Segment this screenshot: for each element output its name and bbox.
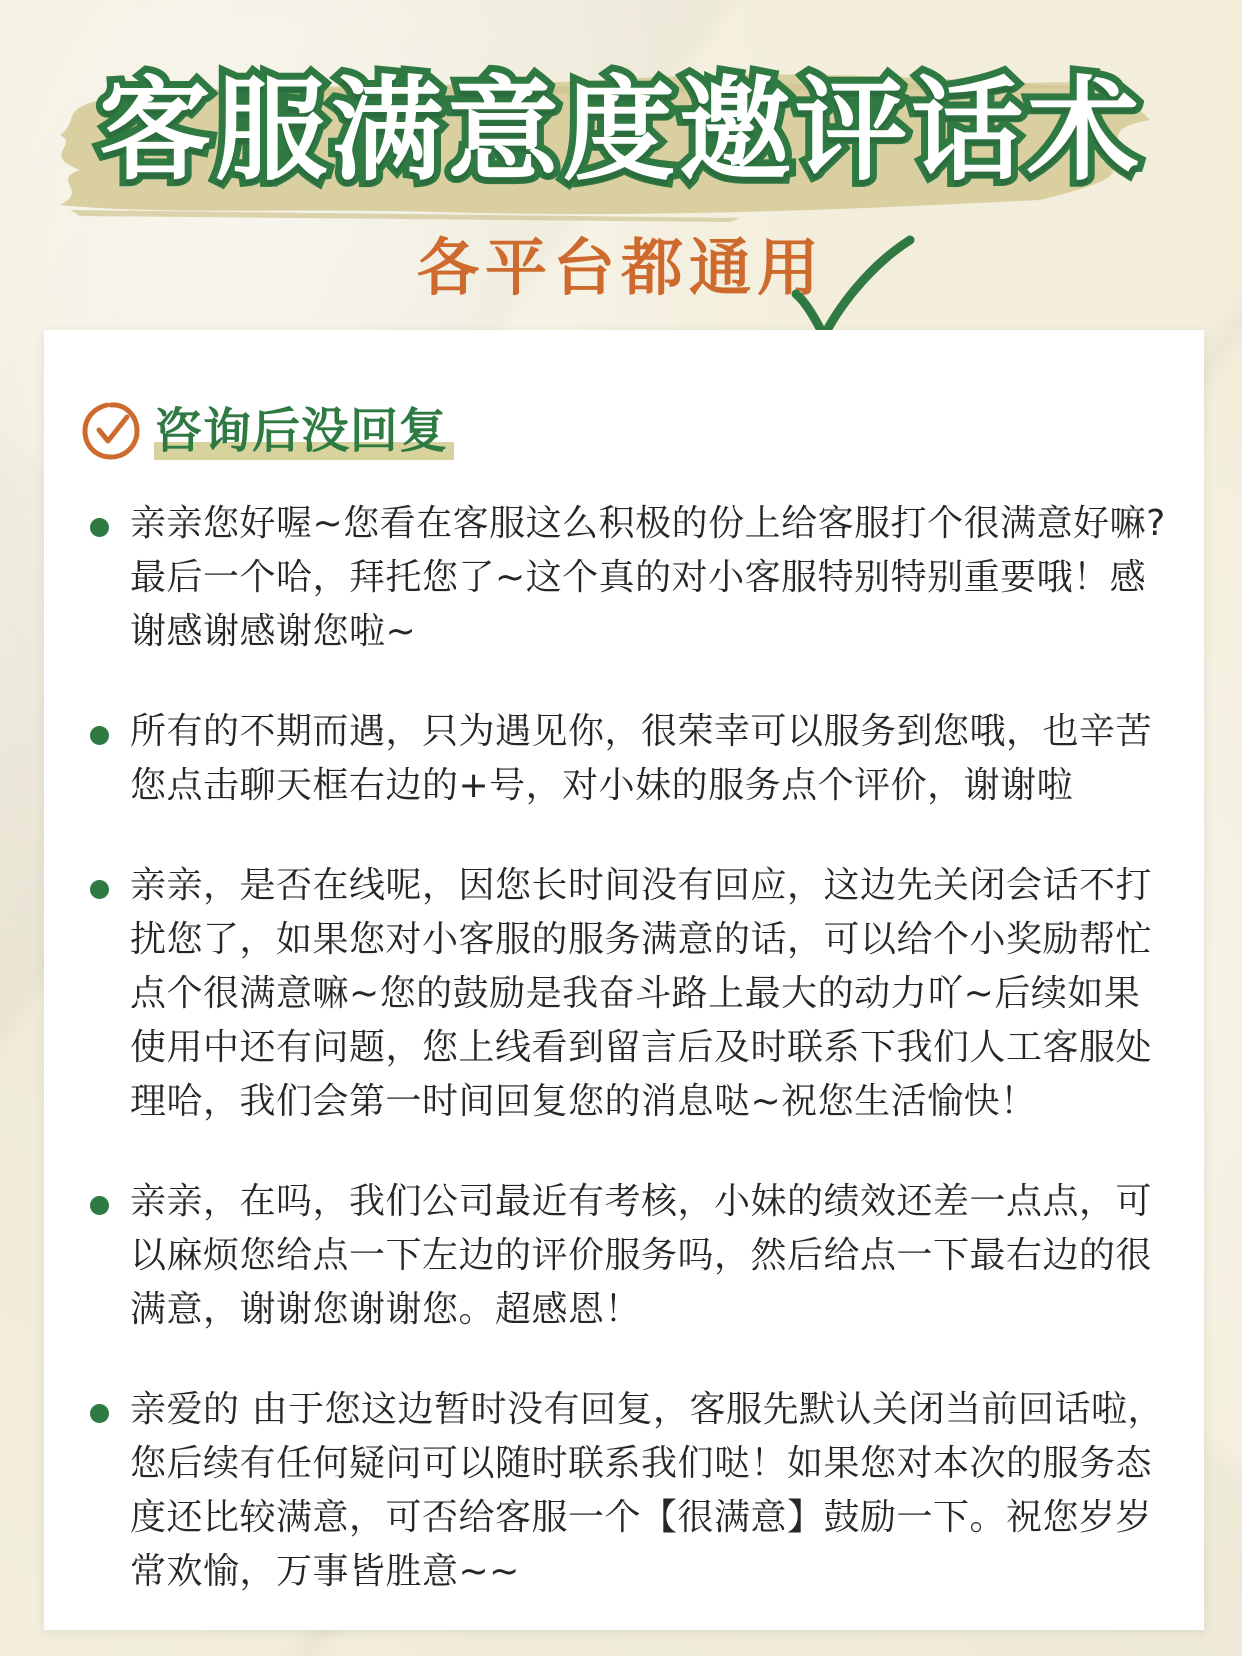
section-header xyxy=(80,400,680,470)
item-list xyxy=(90,497,1170,1645)
list-item xyxy=(90,705,1170,813)
bullet-dot xyxy=(90,518,109,537)
section-title: 咨询后没回复 xyxy=(154,403,449,459)
list-item-text: 亲爱的 由于您这边暂时没有回复，客服先默认关闭当前回话啦，您后续有任何疑问可以随时联系我们哒！如果您对本次的服务态度还比较满意，可否给客服一个【很满意】鼓励一下。祝您岁岁常欢愉，万事皆胜意~~ xyxy=(130,1389,1164,1592)
list-item-text: 亲亲您好喔~您看在客服这么积极的份上给客服打个很满意好嘛?最后一个哈，拜托您了~这个真的对小客服特别特别重要哦！感谢感谢感谢您啦~ xyxy=(130,503,1166,652)
check-circle-icon xyxy=(80,400,142,462)
bullet-dot xyxy=(90,1404,109,1423)
list-item xyxy=(90,859,1170,1129)
bullet-dot xyxy=(90,726,109,745)
list-item-text: 亲亲，是否在线呢，因您长时间没有回应，这边先关闭会话不打扰您了，如果您对小客服的服务满意的话，可以给个小奖励帮忙点个很满意嘛~您的鼓励是我奋斗路上最大的动力吖~后续如果使用中还有问题，您上线看到留言后及时联系下我们人工客服处理哈，我们会第一时间回复您的消息哒~祝您生活愉快！ xyxy=(130,865,1153,1122)
list-item xyxy=(90,497,1170,659)
main-title: 客服满意度邀评话术 xyxy=(99,66,1143,196)
list-item-text: 亲亲，在吗，我们公司最近有考核，小妹的绩效还差一点点，可以麻烦您给点一下左边的评价服务吗，然后给点一下最右边的很满意，谢谢您谢谢您。超感恩！ xyxy=(130,1181,1153,1330)
bullet-dot xyxy=(90,1196,109,1215)
section-title-wrap xyxy=(154,400,448,470)
list-item xyxy=(90,1383,1170,1599)
list-item xyxy=(90,1175,1170,1337)
list-item-text: 所有的不期而遇，只为遇见你，很荣幸可以服务到您哦，也辛苦您点击聊天框右边的+号，对小妹的服务点个评价，谢谢啦 xyxy=(130,711,1153,806)
subtitle: 各平台都通用 xyxy=(416,231,825,304)
bullet-dot xyxy=(90,880,109,899)
